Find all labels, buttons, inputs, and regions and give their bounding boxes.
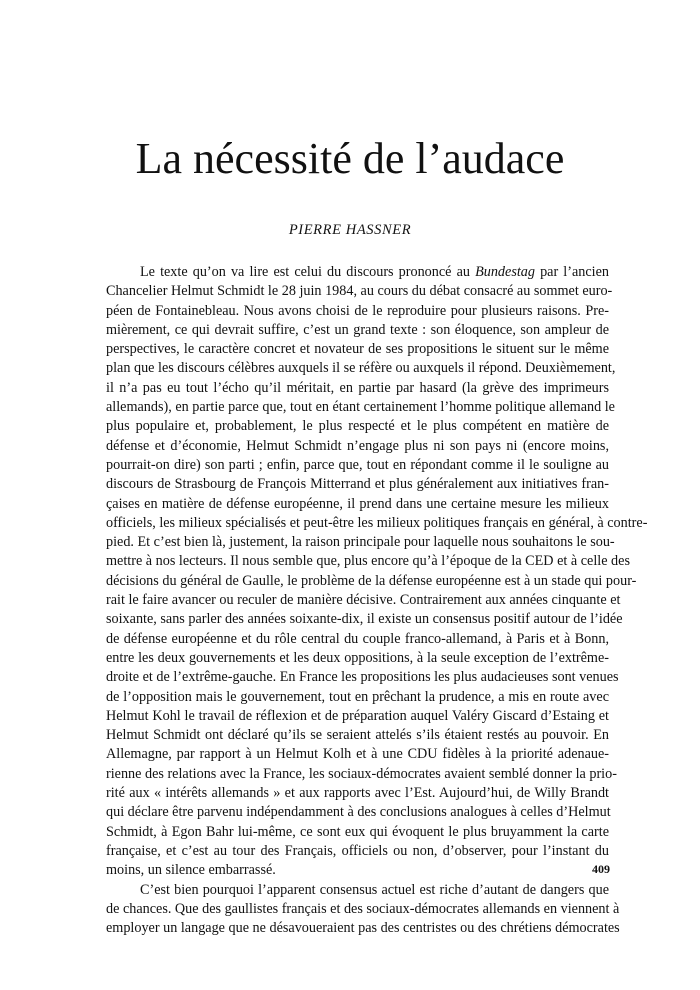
- body-line: officiels, les milieux spécialisés et peut-être les milieux politiques français en général, à contre-: [106, 514, 648, 531]
- body-line: de défense européenne et du rôle central du couple franco-allemand, à Paris et à Bonn,: [106, 630, 609, 647]
- body-line: mettre à nos lecteurs. Il nous semble que, plus encore qu’à l’époque de la CED et à celle des: [106, 553, 630, 570]
- body-line: il n’a pas eu tout l’écho qu’il méritait, en partie par hasard (la grève des imprimeurs: [106, 379, 609, 396]
- body-line: plan que les discours célèbres auxquels il se réfère ou auxquels il répond. Deuxièmement,: [106, 360, 616, 377]
- body-line: rait le faire avancer ou reculer de manière décisive. Contrairement aux années cinquante et: [106, 592, 621, 609]
- body-line: Le texte qu’on va lire est celui du discours prononcé au Bundestag par l’ancien: [140, 264, 609, 280]
- body-line: Helmut Schmidt ont déclaré qu’ils se seraient attelés s’ils étaient restés au pouvoir. En: [106, 727, 609, 744]
- body-emphasis: Bundestag: [475, 264, 535, 280]
- body-line: Chancelier Helmut Schmidt le 28 juin 1984, au cours du débat consacré au sommet euro-: [106, 283, 613, 300]
- body-line: çaises en matière de défense européenne, il prend dans une certaine mesure les milieux: [106, 495, 609, 512]
- body-line: allemands), en partie parce que, tout en étant certainement l’homme politique allemand le: [106, 399, 615, 416]
- body-line: rienne des relations avec la France, les sociaux-démocrates avaient semblé donner la prio-: [106, 765, 617, 782]
- body-line: Schmidt, à Egon Bahr lui-même, ce sont eux qui évoquent le plus bruyamment la carte: [106, 823, 609, 840]
- body-line: Allemagne, par rapport à un Helmut Kolh et à une CDU fidèles à la priorité adenaue-: [106, 746, 609, 763]
- body-line: française, et c’est au tour des Français, officiels ou non, d’observer, pour l’instant du: [106, 842, 609, 859]
- body-line: défense et d’économie, Helmut Schmidt n’engage plus ni son pays ni (encore moins,: [106, 437, 609, 454]
- body-line: rité aux « intérêts allemands » et aux rapports avec l’Est. Aujourd’hui, de Willy Brandt: [106, 785, 609, 802]
- page-number: 409: [592, 862, 610, 876]
- body-line: employer un langage que ne désavoueraient pas des centristes ou des chrétiens démocrates: [106, 920, 620, 937]
- body-line: mièrement, ce qui devrait suffire, c’est un grand texte : son éloquence, son ampleur de: [106, 321, 609, 338]
- body-line: C’est bien pourquoi l’apparent consensus actuel est riche d’autant de dangers que: [140, 881, 609, 898]
- body-line: de l’opposition mais le gouvernement, tout en prêchant la prudence, a mis en route avec: [106, 688, 609, 705]
- body-line: droite et de l’extrême-gauche. En France les propositions les plus audacieuses sont venues: [106, 669, 619, 686]
- body-line: décisions du général de Gaulle, le problème de la défense européenne est à un stade qui pour-: [106, 572, 637, 589]
- body-line: perspectives, le caractère concret et novateur de ses propositions le situent sur le même: [106, 341, 609, 358]
- body-line: de chances. Que des gaullistes français et des sociaux-démocrates allemands en viennent à: [106, 900, 620, 917]
- body-line: pourrait-on dire) son parti ; enfin, parce que, tout en répondant comme il le souligne au: [106, 456, 609, 473]
- body-line: soixante, sans parler des années soixante-dix, il existe un consensus positif autour de l’idée: [106, 611, 623, 628]
- body-line: Helmut Kohl le travail de réflexion et de préparation auquel Valéry Giscard d’Estaing et: [106, 707, 609, 724]
- body-line: qui déclare être parvenu indépendamment à des conclusions analogues à celles d’Helmut: [106, 804, 611, 821]
- article-body: [106, 263, 648, 938]
- body-line: discours de Strasbourg de François Mitterrand et plus généralement aux initiatives fran-: [106, 476, 609, 493]
- article-title: La nécessité de l’audace: [135, 134, 565, 183]
- body-line: plus populaire et, probablement, le plus respecté et le plus compétent en matière de: [106, 418, 609, 435]
- article-author: PIERRE HASSNER: [288, 222, 412, 238]
- body-line: entre les deux gouvernements et les deux oppositions, à la seule exception de l’extrême-: [106, 649, 609, 666]
- body-line: pied. Et c’est bien là, justement, la raison principale pour laquelle nous souhaitons le sou-: [106, 534, 615, 551]
- body-line: moins, un silence embarrassé.: [106, 862, 276, 879]
- body-line: péen de Fontainebleau. Nous avons choisi de le reproduire pour plusieurs raisons. Pre-: [106, 302, 609, 319]
